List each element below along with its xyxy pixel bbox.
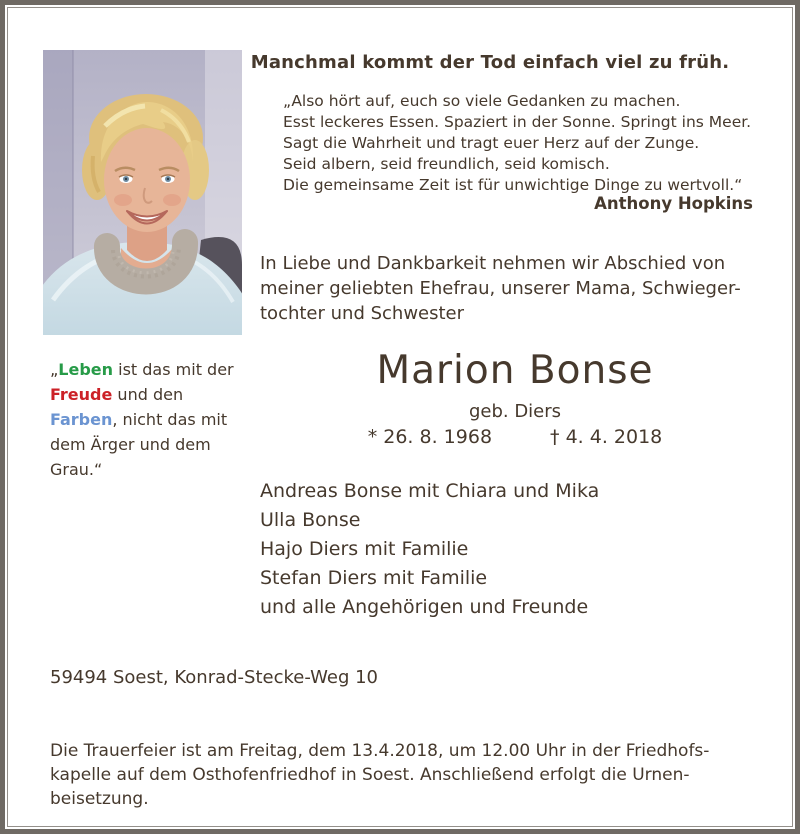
- death-date: † 4. 4. 2018: [550, 426, 663, 448]
- birth-date: * 26. 8. 1968: [367, 426, 493, 448]
- quote-attribution: Anthony Hopkins: [594, 194, 753, 213]
- maiden-name: geb. Diers: [468, 401, 562, 422]
- funeral-info: Die Trauerfeier ist am Freitag, dem 13.4.2018, um 12.00 Uhr in der Friedhofs- kapelle auf dem Osthofenfriedhof in Soest. Anschließend erfolgt die Urnen- beisetzung.: [50, 741, 710, 809]
- life-dates: [260, 426, 770, 448]
- announcement-intro: In Liebe und Dankbarkeit nehmen wir Abschied von meiner geliebten Ehefrau, unserer Mama, Schwieger- tochter und Schwester: [260, 253, 741, 324]
- side-quote: „Leben ist das mit der Freude und den Farben, nicht das mit dem Ärger und dem Grau.“: [50, 360, 234, 479]
- address: 59494 Soest, Konrad-Stecke-Weg 10: [50, 667, 378, 688]
- deceased-name: Marion Bonse: [376, 348, 654, 393]
- portrait-illustration: [43, 50, 242, 335]
- portrait-photo: [43, 50, 242, 335]
- deceased-block: [260, 349, 770, 448]
- header-title: Manchmal kommt der Tod einfach viel zu früh.: [250, 52, 730, 73]
- mourners-list: Andreas Bonse mit Chiara und Mika Ulla Bonse Hajo Diers mit Familie Stefan Diers mit Familie und alle Angehörigen und Freunde: [260, 480, 600, 618]
- hopkins-quote: „Also hört auf, euch so viele Gedanken zu machen. Esst leckeres Essen. Spaziert in der Sonne. Springt ins Meer. Sagt die Wahrheit und tragt euer Herz auf der Zunge. Seid albern, seid freundlich, seid komisch. Die gemeinsame Zeit ist für unwichtige Dinge zu wertvoll.“: [283, 92, 752, 194]
